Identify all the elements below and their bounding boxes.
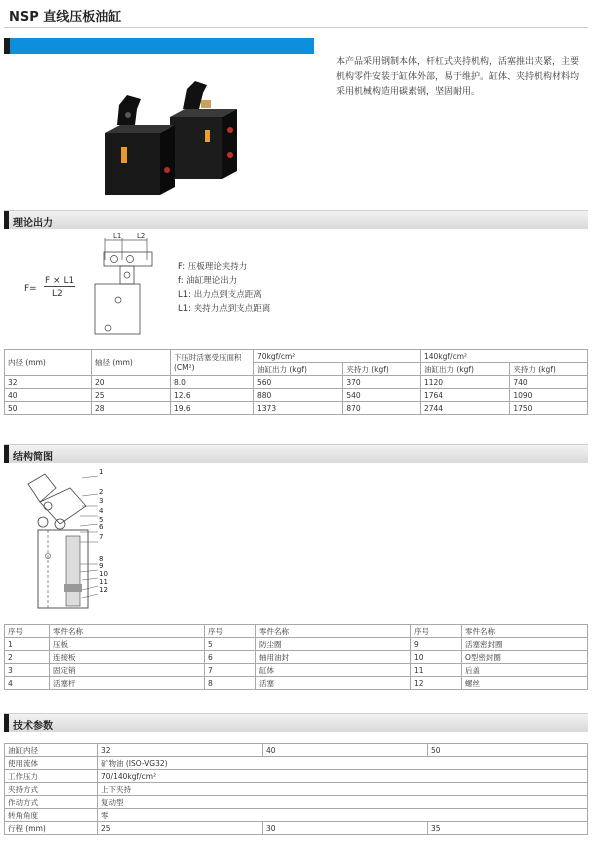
row-label: 转角角度 (5, 809, 98, 822)
table-row (5, 783, 588, 796)
header-clamp: 夹持力 (kgf) (343, 363, 421, 376)
callout: 11 (99, 578, 108, 586)
header-output: 油缸出力 (kgf) (420, 363, 509, 376)
cell: 连接板 (50, 651, 205, 664)
formula-numerator: F × L1 (45, 276, 75, 286)
cell: 11 (411, 664, 462, 677)
table-row (5, 664, 588, 677)
callout: 1 (99, 468, 104, 476)
cell: 压板 (50, 638, 205, 651)
product-photo (95, 75, 245, 200)
cell: 零 (98, 809, 588, 822)
header-140: 140kgf/cm² (420, 350, 587, 363)
cell: 50 (428, 744, 588, 757)
section-header-structure (4, 444, 588, 463)
callout: 6 (99, 523, 104, 531)
legend-item: f: 油缸理论出力 (178, 276, 238, 286)
cell: 8.0 (171, 376, 254, 389)
cell: 560 (254, 376, 343, 389)
header-no: 序号 (205, 625, 256, 638)
page-title: NSP 直线压板油缸 (9, 10, 122, 25)
cell: 固定销 (50, 664, 205, 677)
cell: 70/140kgf/cm² (98, 770, 588, 783)
row-label: 油缸内径 (5, 744, 98, 757)
legend-item: L1: 夹持力点到支点距离 (178, 304, 271, 314)
callout: 7 (99, 533, 104, 541)
formula-lhs: F= (24, 284, 37, 294)
cell: 1750 (510, 402, 588, 415)
row-label: 工作压力 (5, 770, 98, 783)
force-table (4, 349, 588, 415)
cell: 复动型 (98, 796, 588, 809)
cell: 35 (428, 822, 588, 835)
cell: 缸体 (256, 664, 411, 677)
accent-bar (4, 38, 314, 54)
cell: 后盖 (462, 664, 588, 677)
callout: 10 (99, 570, 108, 578)
cell: 30 (263, 822, 428, 835)
cell: 1373 (254, 402, 343, 415)
header-name: 零件名称 (50, 625, 205, 638)
cell: 防尘圈 (256, 638, 411, 651)
callout: 8 (99, 555, 104, 563)
legend-item: L1: 出力点到支点距离 (178, 290, 262, 300)
callout: 12 (99, 586, 108, 594)
table-row (5, 402, 588, 415)
lever-diagram (90, 230, 160, 340)
table-row (5, 757, 588, 770)
tech-table (4, 743, 588, 835)
table-row (5, 638, 588, 651)
cell: 540 (343, 389, 421, 402)
table-row (5, 822, 588, 835)
table-row (5, 376, 588, 389)
cell: 9 (411, 638, 462, 651)
cell: 2744 (420, 402, 509, 415)
row-label: 作动方式 (5, 796, 98, 809)
callout: 2 (99, 488, 104, 496)
cell: 19.6 (171, 402, 254, 415)
cell: 32 (98, 744, 263, 757)
cell: 2 (5, 651, 50, 664)
cell: 4 (5, 677, 50, 690)
table-row (5, 389, 588, 402)
title-divider (4, 27, 588, 28)
formula-denominator: L2 (52, 289, 63, 299)
callout-list (99, 468, 108, 594)
cell: 5 (205, 638, 256, 651)
row-label: 使用流体 (5, 757, 98, 770)
header-name: 零件名称 (256, 625, 411, 638)
row-label: 夹持方式 (5, 783, 98, 796)
cell: 活塞密封圈 (462, 638, 588, 651)
cell: 8 (205, 677, 256, 690)
cell: 870 (343, 402, 421, 415)
header-bore: 内径 (mm) (5, 350, 92, 376)
cell: 轴用油封 (256, 651, 411, 664)
cell: 1120 (420, 376, 509, 389)
cell: 40 (5, 389, 92, 402)
cell: 3 (5, 664, 50, 677)
section-title: 结构简图 (13, 452, 53, 463)
callout: 9 (99, 562, 104, 570)
cell: 20 (92, 376, 171, 389)
header-rod: 轴径 (mm) (92, 350, 171, 376)
cell: 740 (510, 376, 588, 389)
cell: 28 (92, 402, 171, 415)
cell: O型密封圈 (462, 651, 588, 664)
callout: 4 (99, 507, 104, 515)
cell: 1764 (420, 389, 509, 402)
formula-legend (178, 260, 270, 316)
header-name: 零件名称 (462, 625, 588, 638)
section-header-theory (4, 210, 588, 229)
parts-table (4, 624, 588, 690)
table-row (5, 744, 588, 757)
cell: 40 (263, 744, 428, 757)
table-row (5, 677, 588, 690)
section-title: 技术参数 (13, 721, 53, 732)
cell: 1090 (510, 389, 588, 402)
cell: 32 (5, 376, 92, 389)
table-row (5, 796, 588, 809)
product-intro: 本产品采用钢制本体，杆杠式夹持机构，活塞推出夹紧，主要机构零件安装于缸体外部，易于维护。缸体、夹持机构材料均采用机械构造用碳素钢，坚固耐用。 (336, 57, 580, 97)
cell: 上下夹持 (98, 783, 588, 796)
legend-item: F: 压板理论夹持力 (178, 262, 248, 272)
cell: 6 (205, 651, 256, 664)
cell: 25 (98, 822, 263, 835)
cell: 50 (5, 402, 92, 415)
cell: 370 (343, 376, 421, 389)
dim-l2: L2 (137, 232, 146, 240)
cell: 25 (92, 389, 171, 402)
section-title: 理论出力 (13, 218, 53, 229)
cell: 10 (411, 651, 462, 664)
table-row (5, 809, 588, 822)
dim-l1: L1 (113, 232, 122, 240)
header-clamp: 夹持力 (kgf) (510, 363, 588, 376)
table-row (5, 651, 588, 664)
header-no: 序号 (5, 625, 50, 638)
cell: 1 (5, 638, 50, 651)
section-header-tech (4, 713, 588, 732)
header-70: 70kgf/cm² (254, 350, 421, 363)
callout: 5 (99, 516, 104, 524)
cell: 矿物油 (ISO-VG32) (98, 757, 588, 770)
cell: 活塞 (256, 677, 411, 690)
cell: 螺丝 (462, 677, 588, 690)
header-output: 油缸出力 (kgf) (254, 363, 343, 376)
table-row (5, 770, 588, 783)
cell: 12.6 (171, 389, 254, 402)
header-area: 下压时活塞受压面积 (CM²) (171, 350, 254, 376)
cell: 活塞杆 (50, 677, 205, 690)
callout: 3 (99, 497, 104, 505)
header-no: 序号 (411, 625, 462, 638)
cell: 12 (411, 677, 462, 690)
row-label: 行程 (mm) (5, 822, 98, 835)
cell: 7 (205, 664, 256, 677)
cell: 880 (254, 389, 343, 402)
